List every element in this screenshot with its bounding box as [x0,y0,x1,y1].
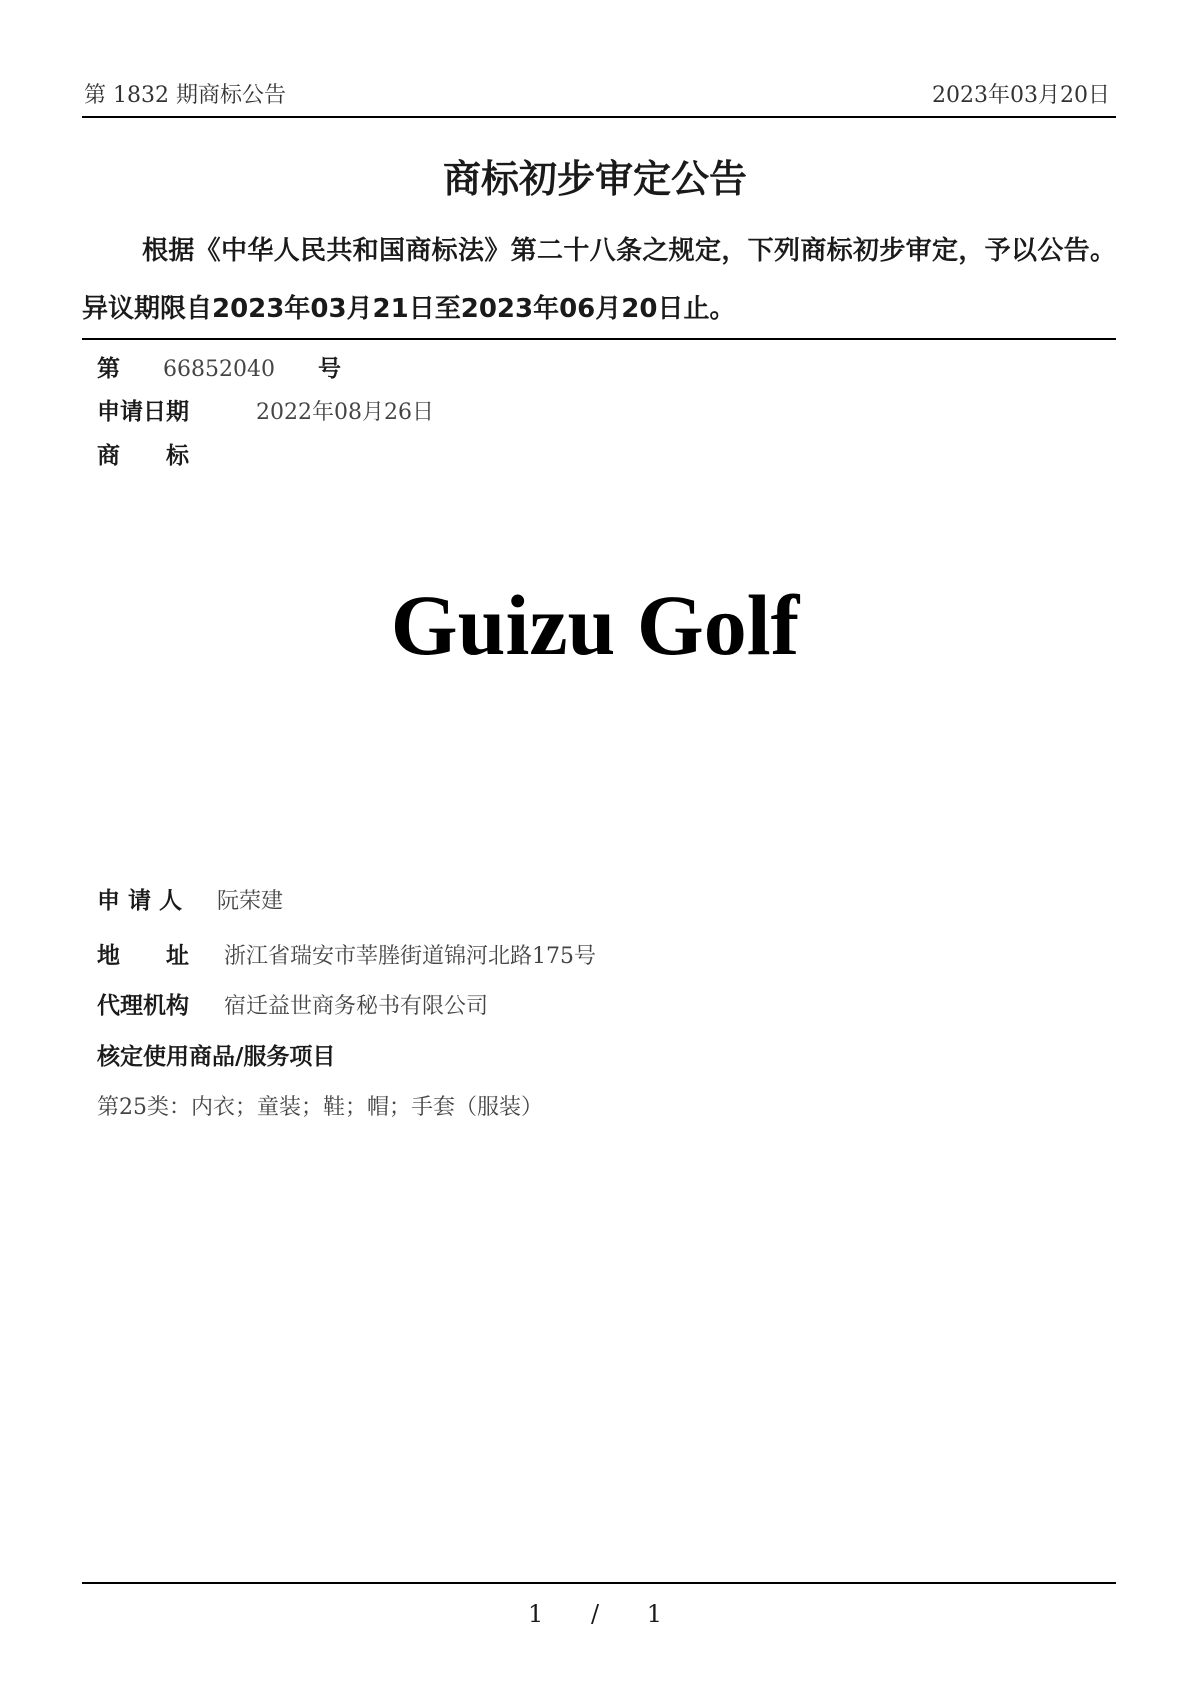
page-number [0,1600,1190,1628]
applicant-label: 申 请 人 [97,888,183,914]
goods-label-row [97,1038,335,1071]
goods-list: 第25类：内衣；童装；鞋；帽；手套（服装） [97,1095,543,1120]
agency-label: 代理机构 [97,993,189,1019]
announcement-intro: 根据《中华人民共和国商标法》第二十八条之规定，下列商标初步审定，予以公告。异议期限自2023年03月21日至2023年06月20日止。 [82,236,1116,324]
mark-row [97,437,189,470]
footer-rule [82,1582,1116,1584]
header-rule [82,116,1116,118]
address-row [97,937,596,970]
agency-name: 宿迁益世商务秘书有限公司 [224,994,489,1019]
address: 浙江省瑞安市莘塍街道锦河北路175号 [224,944,596,969]
filing-date-row [97,393,434,426]
applicant-name: 阮荣建 [217,889,284,914]
filing-date: 2022年08月26日 [256,400,434,425]
address-label: 地 址 [97,943,189,969]
issue-number: 第 1832 期商标公告 [84,83,286,108]
agency-row [97,987,488,1020]
page-separator: / [590,1600,600,1628]
total-pages: 1 [646,1600,662,1628]
page-title: 商标初步审定公告 [442,156,747,201]
registration-number-row [97,350,341,383]
number-label-suffix: 号 [317,356,341,382]
issue-date: 2023年03月20日 [932,83,1110,108]
registration-number: 66852040 [163,357,275,382]
number-label-prefix: 第 [97,356,120,382]
filing-date-label: 申请日期 [97,399,189,425]
current-page: 1 [528,1600,544,1628]
section-rule [82,338,1116,340]
trademark-text: Guizu Golf [390,577,800,673]
goods-label: 核定使用商品/服务项目 [97,1044,336,1070]
mark-label: 商 标 [97,443,189,469]
applicant-row [97,882,283,915]
